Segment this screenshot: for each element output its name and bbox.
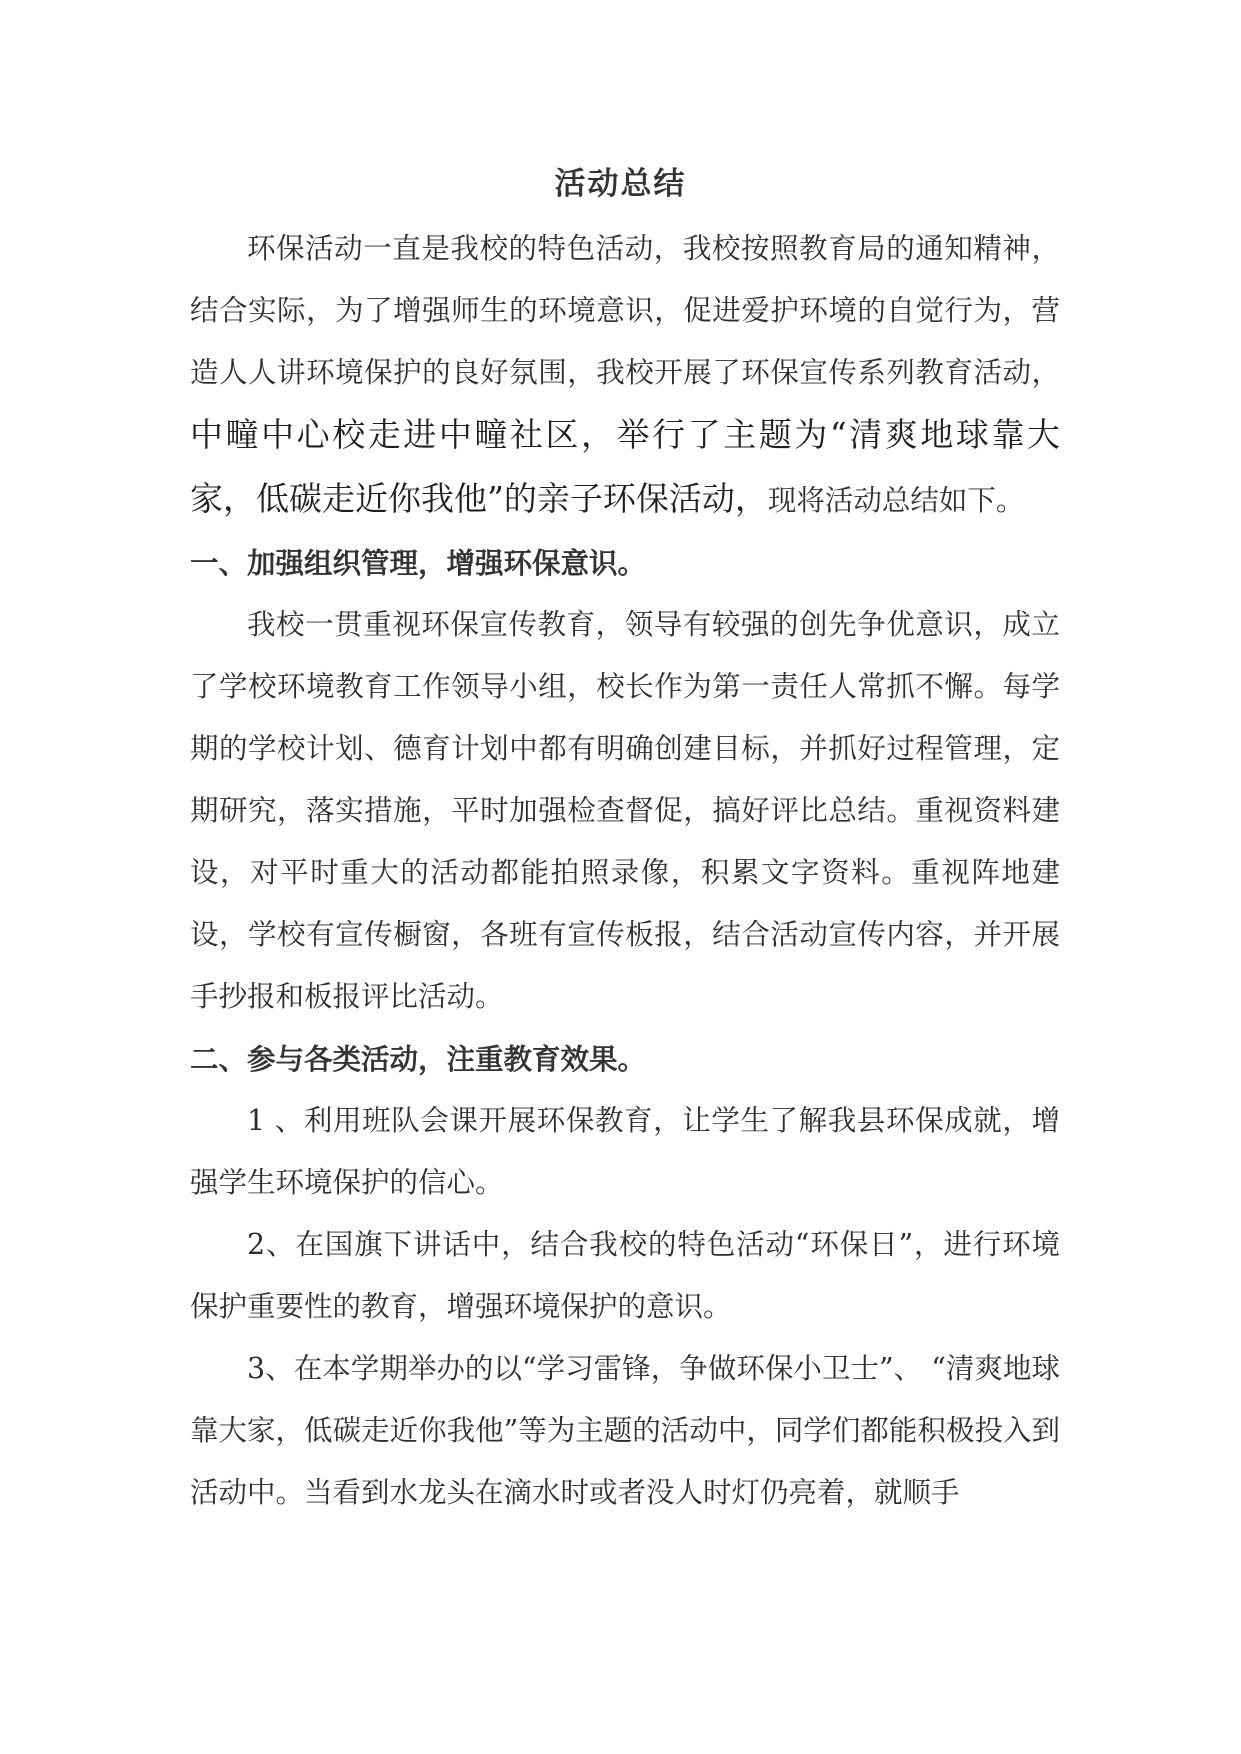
page-title: 活动总结	[554, 166, 687, 202]
intro-paragraph	[190, 218, 1060, 532]
section2-heading: 二、参与各类活动，注重教育效果。	[190, 1042, 647, 1076]
intro-text-part2: 中疃中心校走进中疃社区，举行了主题为“清爽地球靠大家，低碳走近你我他”的亲子环保活动，	[190, 415, 1060, 518]
section2-item-2: 2、在国旗下讲话中，结合我校的特色活动“环保日”，进行环境保护重要性的教育，增强环境保护的意识。	[190, 1228, 1060, 1323]
section1-paragraph: 我校一贯重视环保宣传教育，领导有较强的创先争优意识，成立了学校环境教育工作领导小组，校长作为第一责任人常抓不懈。每学期的学校计划、德育计划中都有明确创建目标，并抓好过程管理，定期研究，落实措施，平时加强检查督促，搞好评比总结。重视资料建设，对平时重大的活动都能拍照录像，积累文字资料。重视阵地建设，学校有宣传橱窗，各班有宣传板报，结合活动宣传内容，并开展手抄报和板报评比活动。	[190, 608, 1060, 1013]
section1-heading: 一、加强组织管理，增强环保意识。	[190, 546, 647, 580]
section2-item-3: 3、在本学期举办的以“学习雷锋，争做环保小卫士”、 “清爽地球靠大家，低碳走近你我他”等为主题的活动中，同学们都能积极投入到活动中。当看到水龙头在滴水时或者没人时灯仍亮着，就顺手	[190, 1352, 1060, 1509]
intro-text-part3: 现将活动总结如下。	[767, 484, 1025, 517]
intro-text-part1: 环保活动一直是我校的特色活动，我校按照教育局的通知精神，结合实际，为了增强师生的环境意识，促进爱护环境的自觉行为，营造人人讲环境保护的良好氛围，我校开展了环保宣传系列教育活动，	[190, 232, 1060, 389]
document-body	[190, 218, 1060, 1524]
section2-item-1: 1 、利用班队会课开展环保教育，让学生了解我县环保成就，增强学生环境保护的信心。	[190, 1104, 1060, 1199]
